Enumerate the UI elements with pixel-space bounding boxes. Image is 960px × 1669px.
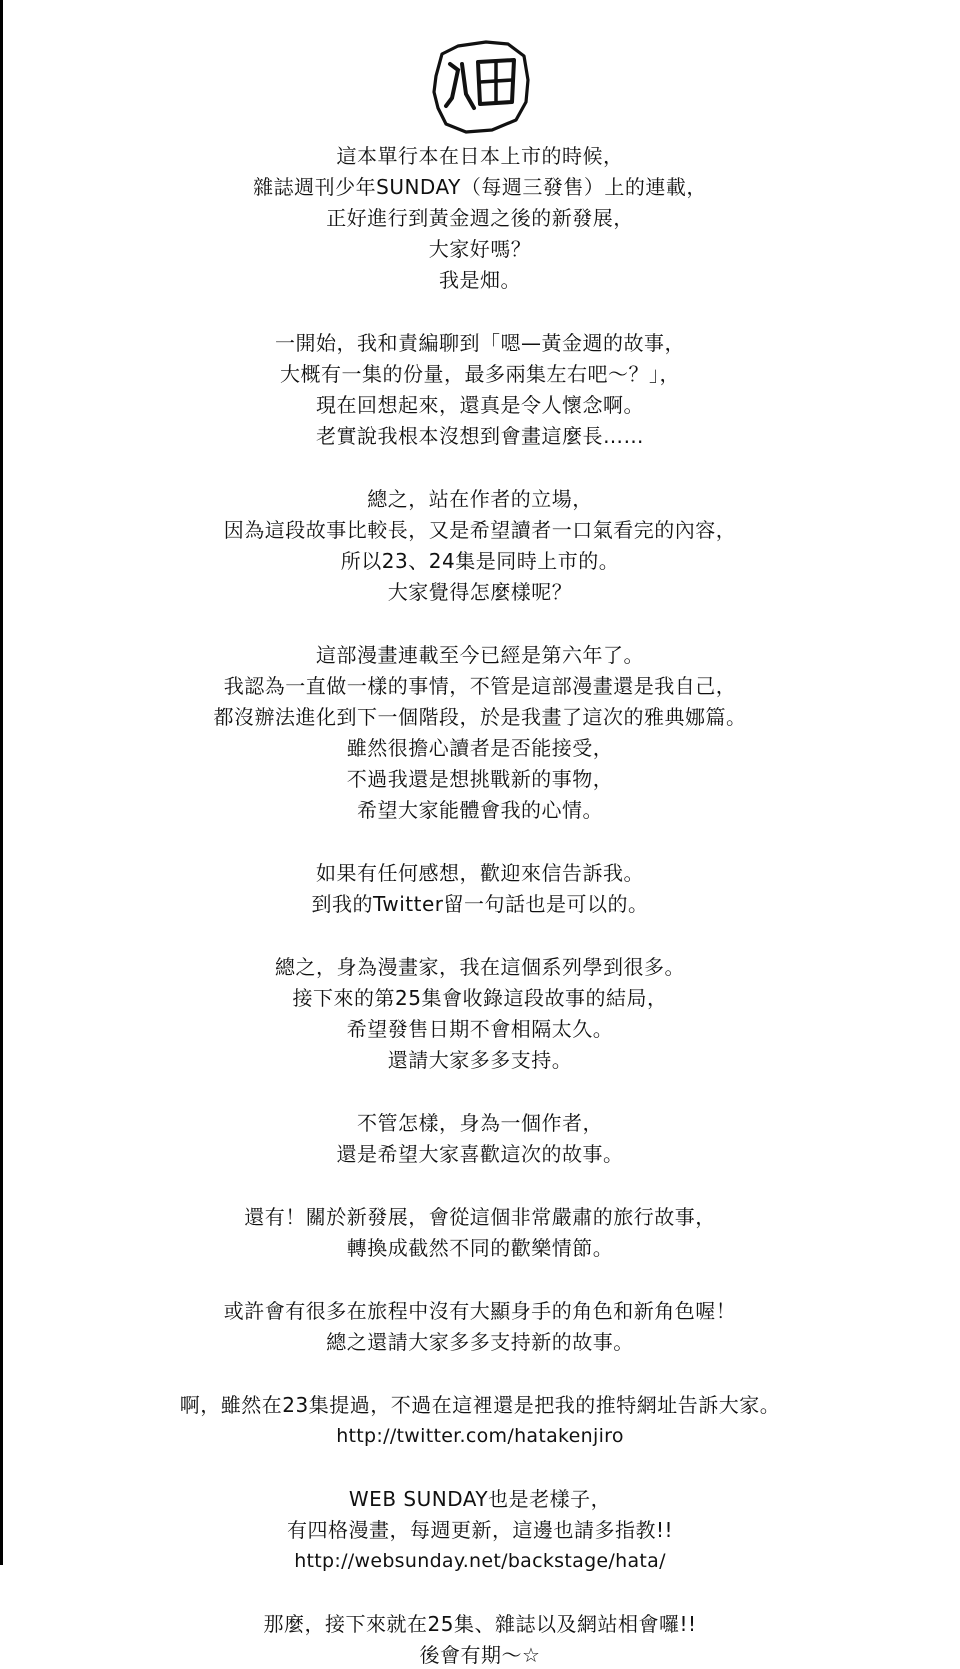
text-line: 轉換成截然不同的歡樂情節。 <box>346 1236 614 1260</box>
text-line: 啊，雖然在23集提過，不過在這裡還是把我的推特網址告訴大家。 <box>179 1393 781 1417</box>
text-line: 後會有期～☆ <box>419 1643 541 1667</box>
text-line: 或許會有很多在旅程中沒有大顯身手的角色和新角色喔！ <box>223 1299 737 1323</box>
text-line: 雜誌週刊少年SUNDAY（每週三發售）上的連載， <box>253 175 707 199</box>
text-line: 我是畑。 <box>439 268 521 292</box>
text-line: 總之，身為漫畫家，我在這個系列學到很多。 <box>275 955 685 979</box>
text-line: 希望發售日期不會相隔太久。 <box>346 1017 614 1041</box>
text-line: 這本單行本在日本上市的時候， <box>336 144 624 168</box>
text-line: 接下來的第25集會收錄這段故事的結局， <box>292 986 668 1010</box>
text-line: 不管怎樣，身為一個作者， <box>357 1111 603 1135</box>
text-line: 因為這段故事比較長，又是希望讀者一口氣看完的內容， <box>223 518 737 542</box>
text-line: 那麼，接下來就在25集、雜誌以及網站相會囉!! <box>263 1612 697 1636</box>
text-line: WEB SUNDAY也是老樣子， <box>348 1487 612 1511</box>
text-line: 大家覺得怎麼樣呢？ <box>387 580 573 604</box>
text-line: 還是希望大家喜歡這次的故事。 <box>336 1142 624 1166</box>
text-line: 正好進行到黃金週之後的新發展， <box>326 206 634 230</box>
text-line: 這部漫畫連載至今已經是第六年了。 <box>316 643 644 667</box>
text-line: 還有！關於新發展，會從這個非常嚴肅的旅行故事， <box>244 1205 716 1229</box>
text-line: 老實說我根本沒想到會畫這麼長…… <box>316 424 644 448</box>
text-line: 大概有一集的份量，最多兩集左右吧～？」， <box>280 362 680 386</box>
text-line: 有四格漫畫，每週更新，這邊也請多指教!! <box>286 1518 674 1542</box>
text-line: 總之，站在作者的立場， <box>367 487 593 511</box>
text-line: 大家好嗎？ <box>428 237 532 261</box>
text-line: 如果有任何感想，歡迎來信告訴我。 <box>316 861 644 885</box>
text-line: 一開始，我和責編聊到「嗯—黃金週的故事， <box>275 331 685 355</box>
text-line: 到我的Twitter留一句話也是可以的。 <box>311 892 649 916</box>
text-line: 還請大家多多支持。 <box>387 1048 573 1072</box>
url-line: http://websunday.net/backstage/hata/ <box>294 1550 666 1572</box>
url-line: http://twitter.com/hatakenjiro <box>336 1425 624 1447</box>
hata-seal-stamp <box>428 36 534 136</box>
text-line: 不過我還是想挑戰新的事物， <box>346 767 614 791</box>
text-line: 雖然很擔心讀者是否能接受， <box>346 736 614 760</box>
text-line: 現在回想起來，還真是令人懷念啊。 <box>316 393 644 417</box>
text-line: 總之還請大家多多支持新的故事。 <box>326 1330 634 1354</box>
text-line: 所以23、24集是同時上市的。 <box>340 549 620 573</box>
text-line: 希望大家能體會我的心情。 <box>357 798 603 822</box>
text-line: 我認為一直做一樣的事情，不管是這部漫畫還是我自己， <box>223 674 737 698</box>
text-line: 都沒辦法進化到下一個階段，於是我畫了這次的雅典娜篇。 <box>213 705 747 729</box>
